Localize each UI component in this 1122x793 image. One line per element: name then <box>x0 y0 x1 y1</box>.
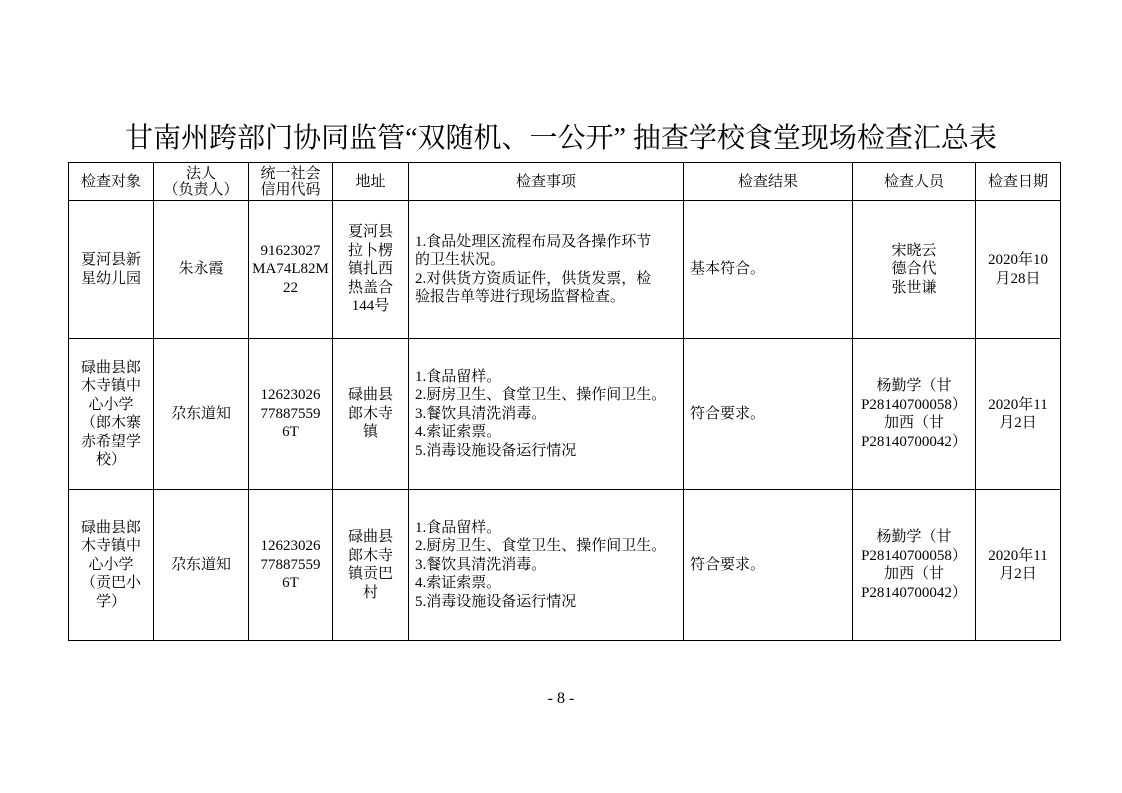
text-line: （负责人） <box>163 181 239 198</box>
text-line: 12623026 <box>260 538 321 555</box>
cell-legal-person <box>154 490 249 641</box>
table-row <box>69 339 1061 490</box>
text-line: 星幼儿园 <box>80 270 141 287</box>
text-line: 德合代 <box>891 261 937 278</box>
text-line: 镇 <box>362 424 378 441</box>
cell-inspection-items <box>409 490 684 641</box>
cell-address <box>333 339 409 490</box>
text-line: 验报告单等进行现场监督检查。 <box>415 289 626 305</box>
text-line: 22 <box>283 279 298 296</box>
text-line: 检查事项 <box>515 173 576 190</box>
text-line: 朱永霞 <box>178 261 224 278</box>
page-title: 甘南州跨部门协同监管“双随机、一公开” 抽查学校食堂现场检查汇总表 <box>125 123 997 154</box>
cell-inspectors <box>853 490 976 641</box>
text-line: 统一社会 <box>260 165 321 182</box>
text-line: 法人 <box>185 165 216 182</box>
text-line: 碌曲县郎 <box>80 519 141 536</box>
summary-table <box>68 162 1061 641</box>
text-line: 3.餐饮具清洗消毒。 <box>415 556 547 573</box>
text-line: 的卫生状况。 <box>415 252 506 268</box>
text-line: 144号 <box>351 298 390 315</box>
text-line: 拉卜楞 <box>347 242 393 259</box>
text-line: （郎木寨 <box>80 415 141 431</box>
text-line: 加西（甘 <box>883 566 944 582</box>
text-line: 检查结果 <box>737 173 798 190</box>
text-line: 检查人员 <box>883 173 944 190</box>
text-line: 加西（甘 <box>883 415 944 431</box>
text-line: 2020年11 <box>988 547 1048 564</box>
cell-inspection-result <box>684 201 853 339</box>
text-line: 4.索证索票。 <box>415 575 502 592</box>
text-line: 镇扎西 <box>347 261 393 278</box>
text-line: 1.食品处理区流程布局及各操作环节 <box>415 233 652 250</box>
text-line: （贡巴小 <box>80 575 141 592</box>
text-line: 91623027 <box>260 242 321 259</box>
page-number: - 8 - <box>547 690 575 707</box>
header-inspection-items <box>409 163 684 201</box>
cell-credit-code <box>249 339 333 490</box>
header-inspection-target <box>69 163 154 201</box>
text-line: 尕东道知 <box>170 405 231 422</box>
text-line: 赤希望学 <box>80 433 141 450</box>
text-line: 检查对象 <box>80 173 141 190</box>
text-line: 1.食品留样。 <box>415 519 502 536</box>
header-address <box>333 163 409 201</box>
cell-inspectors <box>853 201 976 339</box>
text-line: 77887559 <box>260 556 321 573</box>
cell-inspection-target <box>69 490 154 641</box>
cell-inspection-result <box>684 490 853 641</box>
text-line: 镇贡巴 <box>347 566 393 582</box>
text-line: 4.索证索票。 <box>415 424 502 441</box>
cell-inspection-date <box>976 490 1061 641</box>
text-line: 3.餐饮具清洗消毒。 <box>415 405 547 422</box>
text-line: 尕东道知 <box>170 556 231 573</box>
text-line: 木寺镇中 <box>80 538 141 555</box>
text-line: 6T <box>282 575 299 592</box>
text-line: 碌曲县 <box>347 387 393 404</box>
cell-credit-code <box>249 490 333 641</box>
header-row <box>69 163 1061 201</box>
text-line: 碌曲县郎 <box>80 359 141 376</box>
text-line: 张世谦 <box>891 279 937 296</box>
text-line: 月28日 <box>995 270 1041 287</box>
text-line: 符合要求。 <box>690 405 766 422</box>
text-line: 检查日期 <box>987 173 1048 190</box>
text-line: 2.对供货方资质证件，供货发票，检 <box>415 270 652 287</box>
text-line: 碌曲县 <box>347 529 393 545</box>
cell-inspection-date <box>976 201 1061 339</box>
text-line: 5.消毒设施设备运行情况 <box>415 442 577 459</box>
header-inspection-date <box>976 163 1061 201</box>
text-line: 月2日 <box>999 566 1037 582</box>
text-line: 基本符合。 <box>690 261 766 278</box>
cell-inspection-date <box>976 339 1061 490</box>
cell-credit-code <box>249 201 333 339</box>
cell-inspection-items <box>409 201 684 339</box>
table-row <box>69 201 1061 339</box>
text-line: P28140700042） <box>861 584 967 601</box>
text-line: 学） <box>95 593 126 610</box>
text-line: 2.厨房卫生、食堂卫生、操作间卫生。 <box>415 387 667 404</box>
text-line: 信用代码 <box>260 181 321 198</box>
text-line: 郎木寺 <box>347 547 393 564</box>
text-line: P28140700058） <box>861 547 967 564</box>
cell-address <box>333 490 409 641</box>
text-line: 2020年11 <box>988 396 1048 413</box>
text-line: 1.食品留样。 <box>415 368 502 385</box>
cell-legal-person <box>154 201 249 339</box>
text-line: 心小学 <box>88 396 134 413</box>
text-line: 月2日 <box>999 415 1037 431</box>
header-inspection-result <box>684 163 853 201</box>
text-line: 6T <box>282 424 299 441</box>
text-line: 心小学 <box>88 556 134 573</box>
text-line: 校） <box>95 452 126 468</box>
text-line: 木寺镇中 <box>80 378 141 394</box>
text-line: 杨勤学（甘 <box>876 529 952 545</box>
cell-inspectors <box>853 339 976 490</box>
text-line: 夏河县 <box>347 224 393 241</box>
text-line: P28140700058） <box>861 396 967 413</box>
text-line: 12623026 <box>260 387 321 404</box>
text-line: 5.消毒设施设备运行情况 <box>415 593 577 610</box>
text-line: 杨勤学（甘 <box>876 378 952 394</box>
text-line: 2.厨房卫生、食堂卫生、操作间卫生。 <box>415 538 667 555</box>
cell-address <box>333 201 409 339</box>
text-line: 夏河县新 <box>80 252 141 268</box>
text-line: 符合要求。 <box>690 556 766 573</box>
table-row <box>69 490 1061 641</box>
cell-inspection-items <box>409 339 684 490</box>
cell-legal-person <box>154 339 249 490</box>
cell-inspection-target <box>69 339 154 490</box>
text-line: 2020年10 <box>987 252 1048 268</box>
header-credit-code <box>249 163 333 201</box>
header-inspectors <box>853 163 976 201</box>
text-line: 宋晓云 <box>891 242 937 259</box>
text-line: 77887559 <box>260 405 321 422</box>
cell-inspection-result <box>684 339 853 490</box>
text-line: 郎木寺 <box>347 405 393 422</box>
cell-inspection-target <box>69 201 154 339</box>
text-line: 地址 <box>355 173 386 190</box>
header-legal-person <box>154 163 249 201</box>
text-line: P28140700042） <box>861 433 967 450</box>
text-line: MA74L82M <box>252 261 329 278</box>
text-line: 村 <box>362 584 378 601</box>
text-line: 热盖合 <box>347 279 393 296</box>
